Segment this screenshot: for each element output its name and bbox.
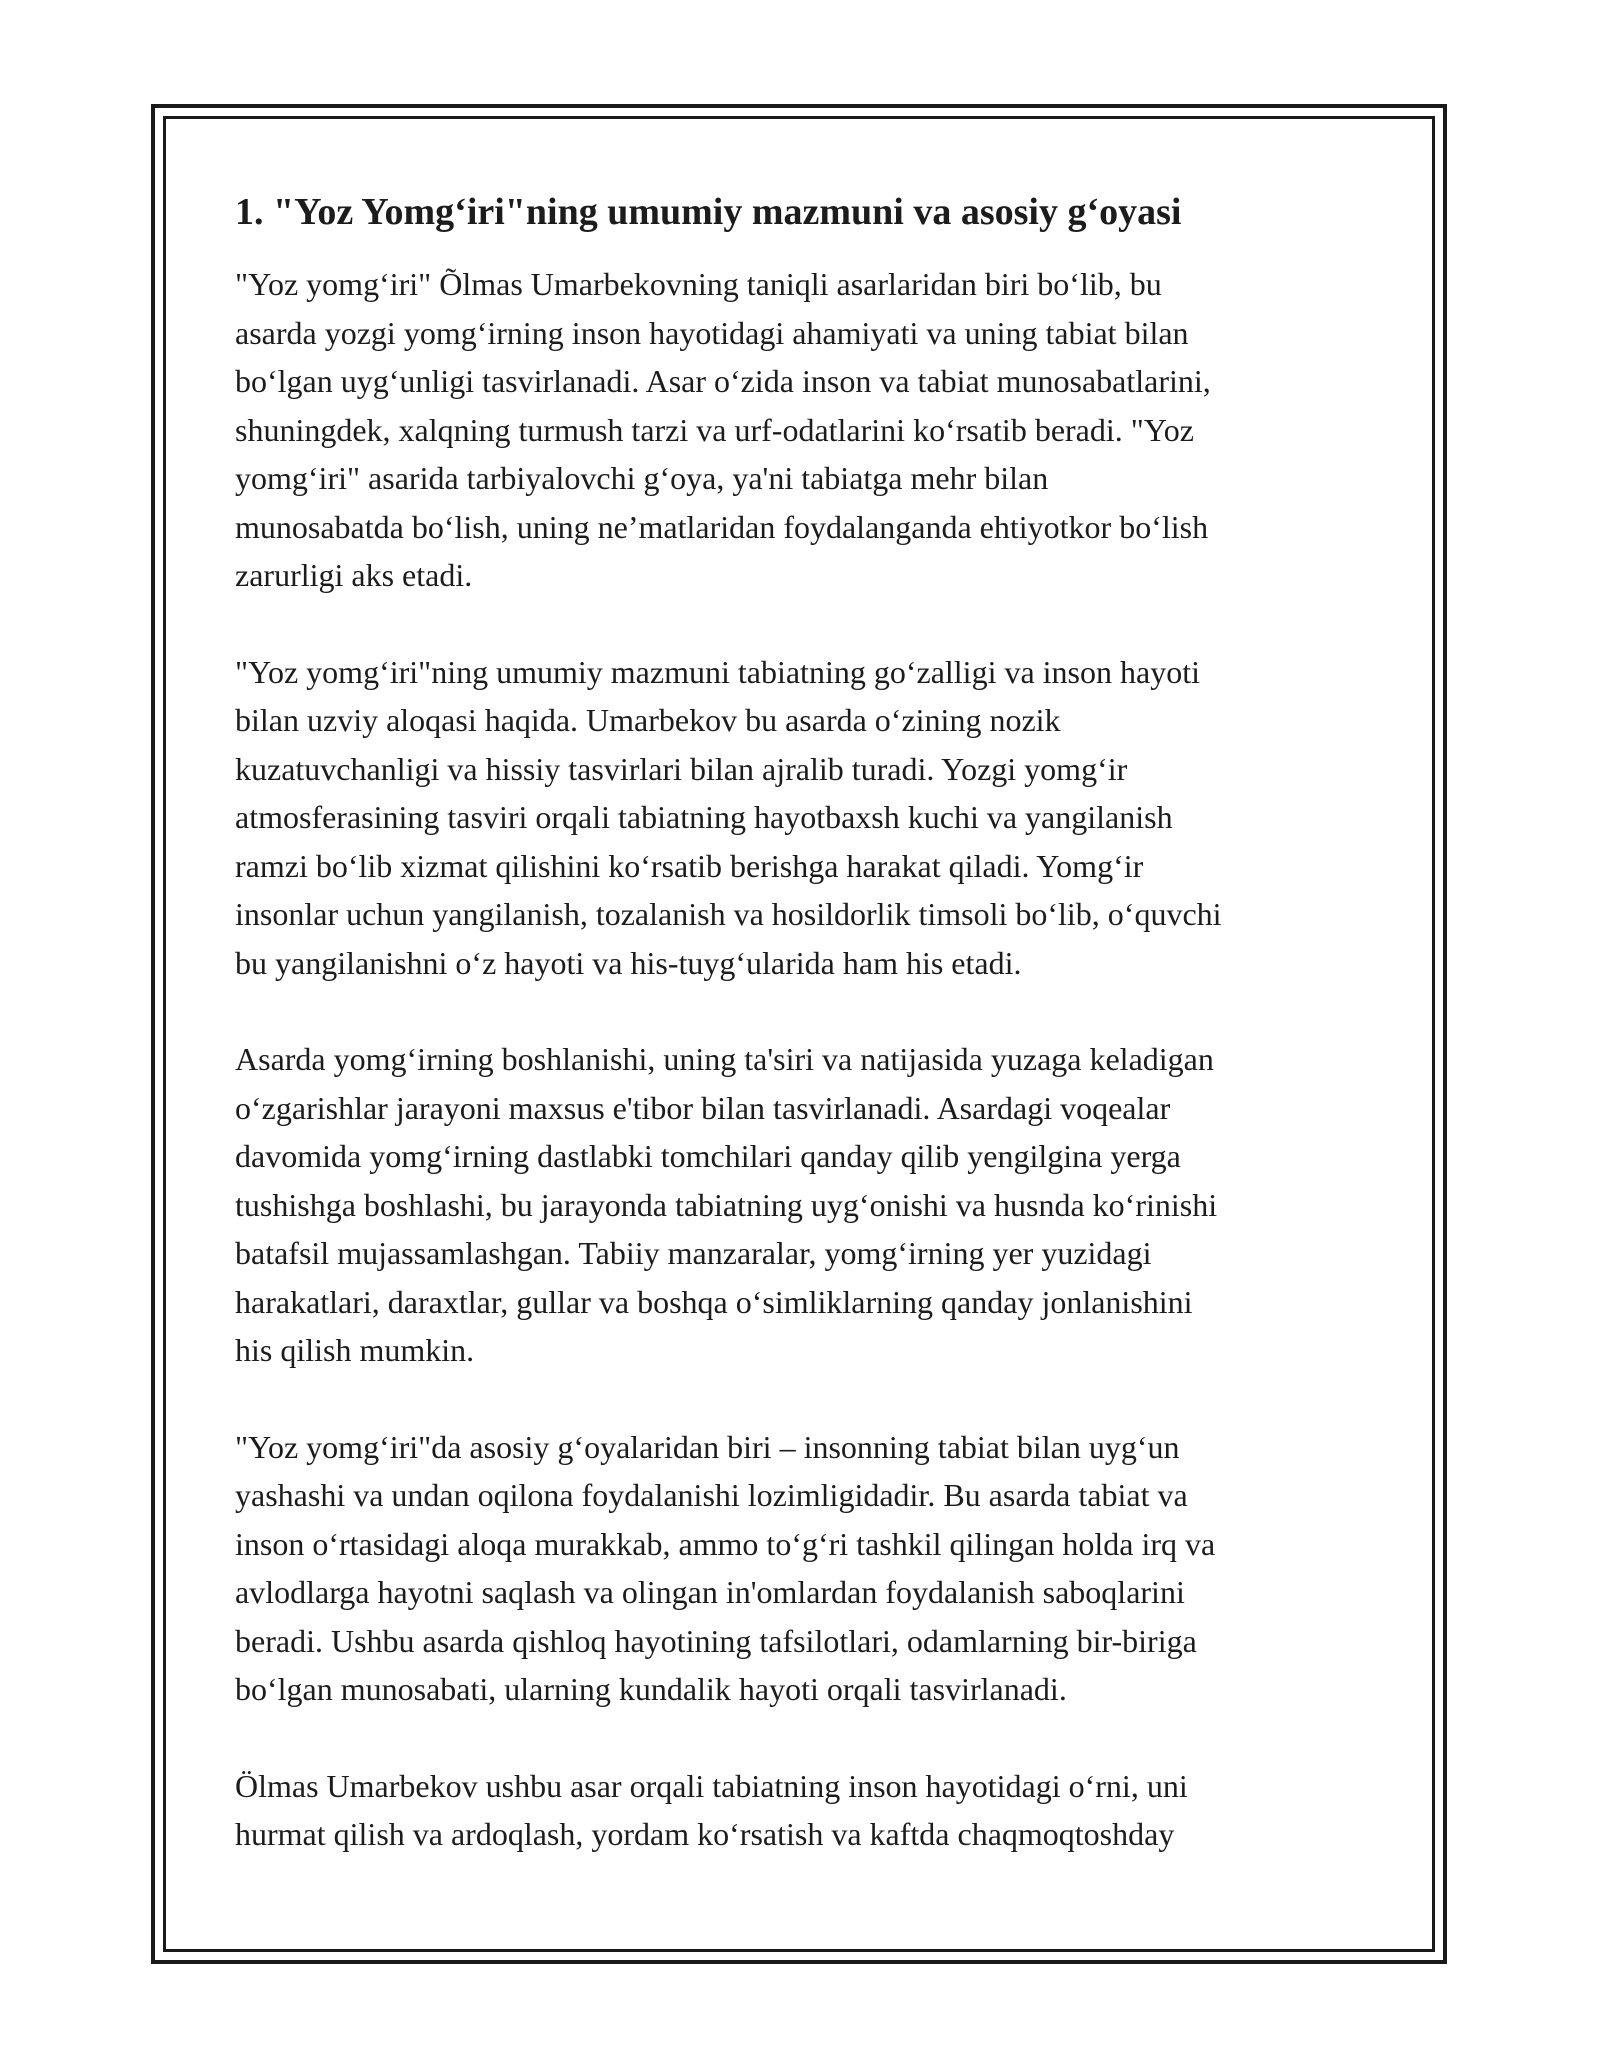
paragraph-5: Ölmas Umarbekov ushbu asar orqali tabiatning inson hayotidagi o‘rni, uni hurmat qilish va ardoqlash, yordam ko‘rsatish va kaftda chaqmoqtoshday xyxy=(235,1767,1188,1852)
paragraph-4: "Yoz yomg‘iri"da asosiy g‘oyalaridan biri – insonning tabiat bilan uyg‘un yashashi va undan oqilona foydalanishi lozimligidadir. Bu asarda tabiat va inson o‘rtasidagi aloqa murakkab, ammo to‘g‘ri tashkil qilingan holda irq va avlodlarga hayotni saqlash va olingan in'omlardan foydalanish saboqlarini beradi. Ushbu asarda qishloq hayotining tafsilotlari, odamlarning bir-biriga bo‘lgan munosabati, ularning kundalik hayoti orqali tasvirlanadi. xyxy=(235,1428,1216,1707)
paragraph-2: "Yoz yomg‘iri"ning umumiy mazmuni tabiatning go‘zalligi va inson hayoti bilan uzviy aloqasi haqida. Umarbekov bu asarda o‘zining nozik kuzatuvchanligi va hissiy tasvirlari bilan ajralib turadi. Yozgi yomg‘ir atmosferasining tasviri orqali tabiatning hayotbaxsh kuchi va yangilanish ramzi bo‘lib xizmat qilishini ko‘rsatib berishga harakat qiladi. Yomg‘ir insonlar uchun yangilanish, tozalanish va hosildorlik timsoli bo‘lib, o‘quvchi bu yangilanishni o‘z hayoti va his-tuyg‘ularida ham his etadi. xyxy=(235,653,1222,981)
document-body xyxy=(235,186,1375,1907)
paragraph-1: "Yoz yomg‘iri" Õlmas Umarbekovning taniqli asarlaridan biri bo‘lib, bu asarda yozgi yomg‘irning inson hayotidagi ahamiyati va uning tabiat bilan bo‘lgan uyg‘unligi tasvirlanadi. Asar o‘zida inson va tabiat munosabatlarini, shuningdek, xalqning turmush tarzi va urf-odatlarini ko‘rsatib beradi. "Yoz yomg‘iri" asarida tarbiyalovchi g‘oya, ya'ni tabiatga mehr bilan munosabatda bo‘lish, uning ne’matlaridan foydalanganda ehtiyotkor bo‘lish zarurligi aks etadi. xyxy=(235,266,1211,593)
section-heading: 1. "Yoz Yomg‘iri"ning umumiy mazmuni va asosiy g‘oyasi xyxy=(235,191,1182,233)
paragraph-3: Asarda yomg‘irning boshlanishi, uning ta'siri va natijasida yuzaga keladigan o‘zgarishlar jarayoni maxsus e'tibor bilan tasvirlanadi. Asardagi voqealar davomida yomg‘irning dastlabki tomchilari qanday qilib yengilgina yerga tushishga boshlashi, bu jarayonda tabiatning uyg‘onishi va husnda ko‘rinishi batafsil mujassamlashgan. Tabiiy manzaralar, yomg‘irning yer yuzidagi harakatlari, daraxtlar, gullar va boshqa o‘simliklarning qanday jonlanishini his qilish mumkin. xyxy=(235,1041,1218,1368)
